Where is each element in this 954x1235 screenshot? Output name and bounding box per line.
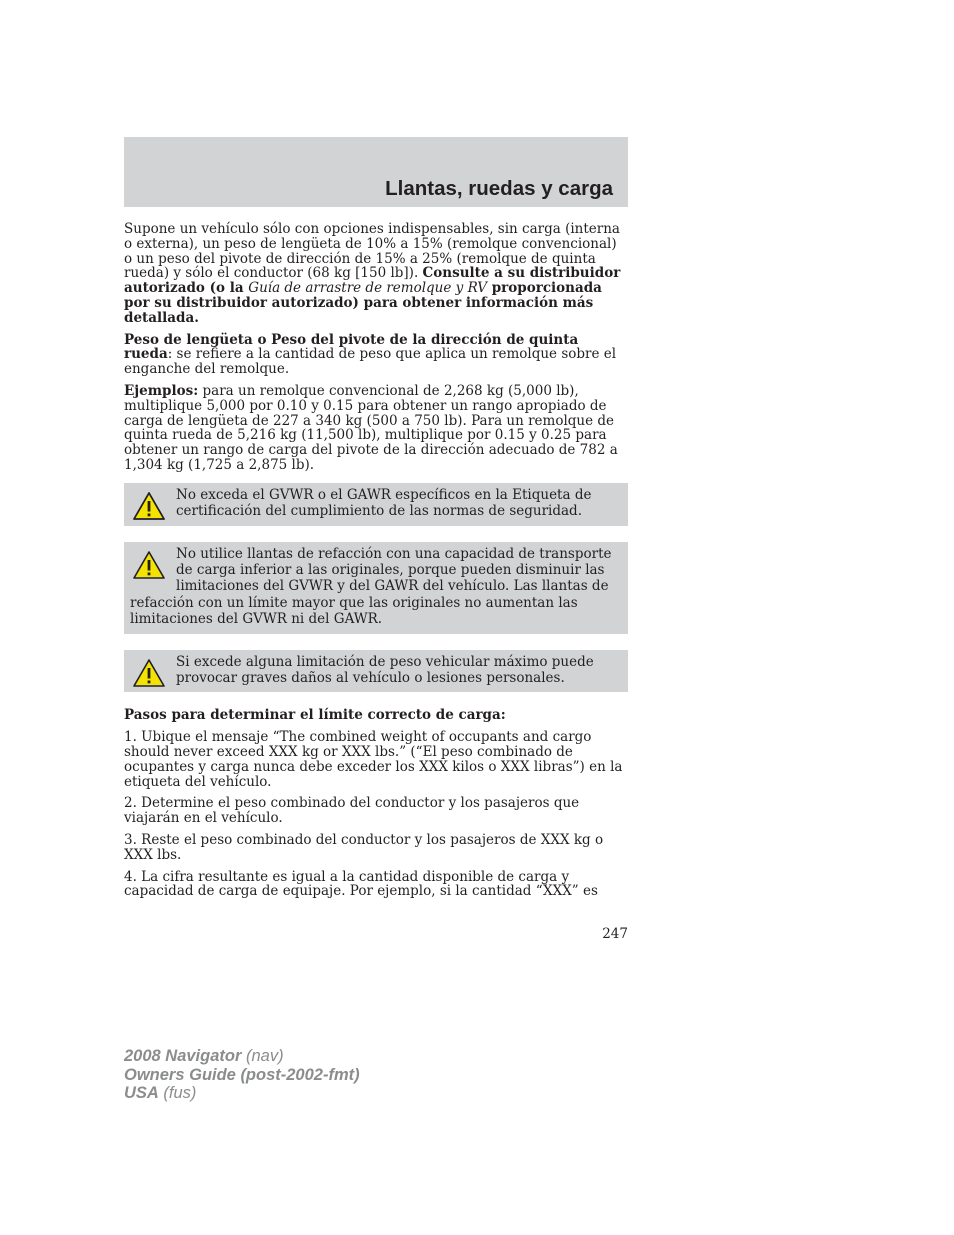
intro-paragraph	[124, 222, 628, 326]
warning-triangle-icon	[132, 550, 166, 580]
step-item-4: 4. La cifra resultante es igual a la cantidad disponible de carga y capacidad de carga de equipaje. Por ejemplo, si la cantidad “XXX” es	[124, 868, 598, 900]
warning-box-3	[124, 650, 628, 693]
step-item-2: 2. Determine el peso combinado del conductor y los pasajeros que viajarán en el vehículo.	[124, 795, 580, 827]
section-header-band	[124, 137, 628, 207]
footer-line-1	[124, 1047, 360, 1066]
definition-text: : se refiere a la cantidad de peso que aplica un remolque sobre el enganche del remolque.	[124, 346, 617, 378]
steps-heading	[124, 708, 628, 723]
footer-guide: Owners Guide (post-2002-fmt)	[124, 1065, 360, 1084]
warning-text-3: Si excede alguna limitación de peso vehicular máximo puede provocar graves daños al vehículo o lesiones personales.	[176, 653, 594, 686]
warning-triangle-icon	[132, 658, 166, 688]
examples-term: Ejemplos:	[124, 382, 199, 399]
step-item-1: 1. Ubique el mensaje “The combined weight of occupants and cargo should never exceed XXX kg or XXX lbs.” (“El peso combinado de ocupantes y carga nunca debe exceder los XXX kilos o XXX libras”) en la etiqueta del vehículo.	[124, 729, 623, 790]
warning-box-2	[124, 542, 628, 634]
warning-box-1	[124, 483, 628, 526]
footer-line-3	[124, 1084, 360, 1103]
footer-market-code: (fus)	[158, 1084, 197, 1102]
footer-market: USA	[124, 1084, 159, 1102]
page-number: 247	[602, 926, 628, 942]
steps-heading-text: Pasos para determinar el límite correcto de carga:	[124, 707, 506, 724]
intro-bold-1: Consulte a su distribuidor autorizado (o la	[124, 265, 621, 297]
warning-text-1: No exceda el GVWR o el GAWR específicos en la Etiqueta de certificación del cumplimiento de las normas de seguridad.	[176, 486, 592, 520]
section-title: Llantas, ruedas y carga	[385, 177, 613, 200]
intro-italic: Guía de arrastre de remolque y RV	[248, 280, 488, 297]
footer-line-2	[124, 1066, 360, 1085]
footer-model-code: (nav)	[241, 1047, 284, 1065]
definition-term: Peso de lengüeta o Peso del pivote de la dirección de quinta rueda	[124, 331, 579, 363]
step-item-3: 3. Reste el peso combinado del conductor y los pasajeros de XXX kg o XXX lbs.	[124, 831, 604, 863]
page-content	[124, 222, 628, 899]
footer-model: 2008 Navigator	[124, 1047, 242, 1065]
warning-triangle-icon	[132, 491, 166, 521]
definition-paragraph	[124, 333, 628, 377]
warning-text-2: No utilice llantas de refacción con una capacidad de transporte de carga inferior a las originales, porque pueden disminuir las limitaciones del GVWR y del GAWR del vehículo. Las llantas de refacción con un límite mayor que las originales no aumentan las limitaciones del GVWR ni del GAWR.	[130, 545, 612, 628]
examples-text: para un remolque convencional de 2,268 kg (5,000 lb), multiplique 5,000 por 0.10 y 0.15 para obtener un rango apropiado de carga de lengüeta de 227 a 340 kg (500 a 750 lb). Para un remolque de quinta rueda de 5,216 kg (11,500 lb), multiplique por 0.15 y 0.25 para obtener un rango de carga del pivote de la dirección adecuado de 782 a 1,304 kg (1,725 a 2,875 lb).	[124, 382, 618, 473]
intro-text: Supone un vehículo sólo con opciones indispensables, sin carga (interna o externa), un peso de lengüeta de 10% a 15% (remolque convencional) o un peso del pivote de dirección de 15% a 25% (remolque de quinta rueda) y sólo el conductor (68 kg [150 lb]).	[124, 221, 620, 282]
examples-paragraph	[124, 384, 628, 473]
intro-bold-2: proporcionada por su distribuidor autorizado) para obtener información más detallada.	[124, 280, 602, 326]
document-footer	[124, 1047, 360, 1103]
